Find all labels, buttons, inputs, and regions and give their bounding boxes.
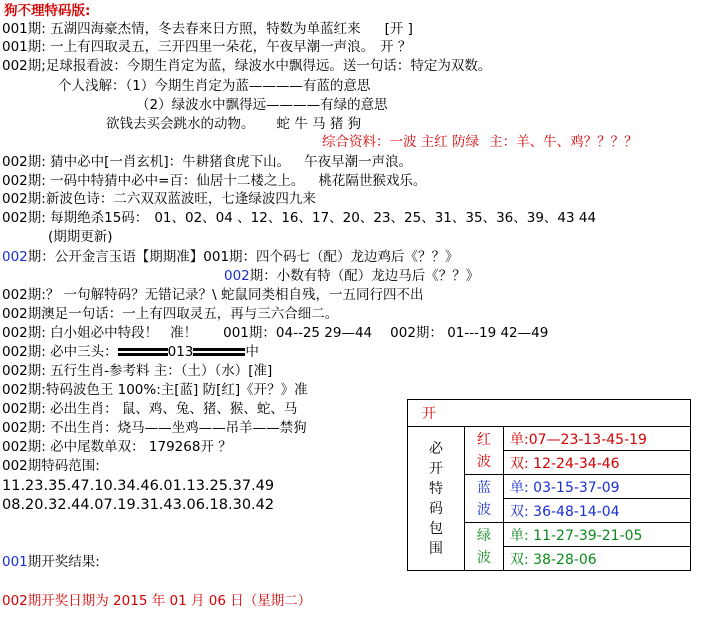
page-title: 狗不理特码版: <box>4 3 91 19</box>
line-8: 002期: 猜中必中[一肖玄机]：牛耕猪食虎下山。 午夜早潮一声浪。 <box>2 154 413 170</box>
box-header: 开 <box>408 400 691 427</box>
line-22: 002期: 不出生肖：烧马——坐鸡——吊羊——禁狗 <box>2 420 307 436</box>
line-17: 002期: 白小姐必中特段！ 准！ 001期：04--25 29—44 002期： 01---19 42—49 <box>2 325 549 341</box>
box-side-label: 必开特码包围 <box>408 427 465 571</box>
result-line: 001期开奖结果: <box>2 554 100 570</box>
line-13: 002期：公开金言玉语【期期准】001期：四个码七（配）龙边鸡后《？？》 <box>2 249 459 265</box>
line-5: （2）绿波水中飘得远————有绿的意思 <box>136 97 388 113</box>
line-23: 002期: 必中尾数单双： 179268开 ？ <box>2 439 232 455</box>
line-12: (期期更新) <box>48 229 113 245</box>
line-3: 002期;足球报看波：今期生肖定为蓝，绿波水中飘得远。送一句话：特定为双数。 <box>2 58 492 74</box>
range-table <box>407 399 691 571</box>
red-even: 双: 12-24-34-46 <box>504 451 691 475</box>
line-18: 002期: 必中三头： 013 中 <box>2 344 259 360</box>
line-1: 001期: 五湖四海豪杰情，冬去春来日方照，特数为单蓝红来 [开 ] <box>2 21 413 37</box>
green-wave-label: 绿波 <box>465 523 504 571</box>
line-2: 001期: 一上有四取灵五，三开四里一朵花，午夜早潮一声浪。 开 ？ <box>2 39 412 55</box>
line-11: 002期: 每期绝杀15码： 01、02、04 、12、16、17、20、23、25、31、35、36、39、43 44 <box>2 210 597 226</box>
blue-wave-label: 蓝波 <box>465 475 504 523</box>
line-6: 欲钱去买会跳水的动物。 蛇 牛 马 猪 狗 <box>106 116 362 132</box>
line-4: 个人浅解：（1）今期生肖定为蓝————有蓝的意思 <box>58 78 371 94</box>
green-even: 双: 38-28-06 <box>504 547 691 571</box>
date-line: 002期开奖日期为 2015 年 01 月 06 日（星期二） <box>2 593 312 609</box>
red-odd: 单:07—23-13-45-19 <box>504 427 691 451</box>
red-wave-label: 红波 <box>465 427 504 475</box>
line-21: 002期: 必出生肖： 鼠、鸡、兔、猪、猴、蛇、马 <box>2 401 298 417</box>
line-20: 002期:特码波色王 100%:主[蓝] 防[红]《开？》准 <box>2 382 308 398</box>
line-9: 002期: 一码中特猜中必中=百：仙居十二楼之上。 桃花隔世猴戏乐。 <box>2 173 427 189</box>
blocks-left <box>148 344 168 360</box>
line-15: 002期:？ 一句解特码？无错记录？\ 蛇鼠同类相自残，一五同行四不出 <box>2 287 424 303</box>
code-range-1: 11.23.35.47.10.34.46.01.13.25.37.49 <box>2 478 275 494</box>
blue-odd: 单: 03-15-37-09 <box>504 475 691 499</box>
line-19: 002期: 五行生肖-参考料 主：（土）（水）[准] <box>2 363 273 379</box>
line-24: 002期特码范围: <box>2 458 100 474</box>
code-range-2: 08.20.32.44.07.19.31.43.06.18.30.42 <box>2 497 275 513</box>
line-10: 002期:新波色诗：二六双双蓝波旺，七逢绿波四九来 <box>2 191 316 207</box>
line-16: 002期澳足一句话：一上有四取灵五，再与三六合细二。 <box>2 306 339 322</box>
green-odd: 单: 11-27-39-21-05 <box>504 523 691 547</box>
line-14: 002期：小数有特（配）龙边马后《？？》 <box>224 268 480 284</box>
line-7: 综合资料：一波 主红 防绿 主：羊、牛、鸡？？？？ <box>322 134 638 150</box>
blue-even: 双: 36-48-14-04 <box>504 499 691 523</box>
